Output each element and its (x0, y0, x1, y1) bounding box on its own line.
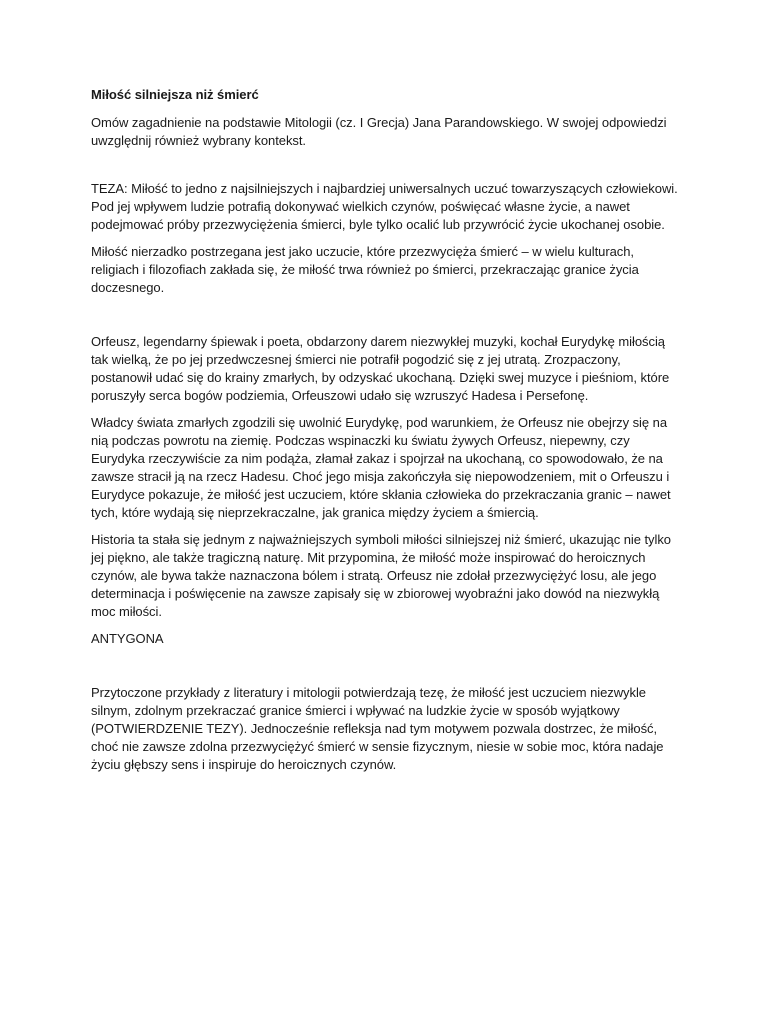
conclusion-paragraph: Przytoczone przykłady z literatury i mitologii potwierdzają tezę, że miłość jest uczuciem niezwykle silnym, zdolnym przekraczać granice śmierci i wpływać na ludzkie życie w sposób wyjątkowy (POTWIERDZENIE TEZY). Jednocześnie refleksja nad tym motywem pozwala dostrzec, że miłość, choć nie zawsze zdolna przezwyciężyć śmierć w sensie fizycznym, niesie w sobie moc, która nadaje życiu głębszy sens i inspiruje do heroicznych czynów. (91, 685, 664, 772)
thesis-paragraph: TEZA: Miłość to jedno z najsilniejszych i najbardziej uniwersalnych uczuć towarzyszących człowiekowi. Pod jej wpływem ludzie potrafią dokonywać wielkich czynów, poświęcać własne życie, a nawet podejmować próby przezwyciężenia śmierci, byle tylko ocalić lub przywrócić życie ukochanej osobie. (91, 181, 678, 232)
antigone-heading: ANTYGONA (91, 631, 164, 646)
task-paragraph: Omów zagadnienie na podstawie Mitologii (cz. I Grecja) Jana Parandowskiego. W swojej odpowiedzi uwzględnij również wybrany kontekst. (91, 115, 667, 148)
orpheus-paragraph-2: Władcy świata zmarłych zgodzili się uwolnić Eurydykę, pod warunkiem, że Orfeusz nie obejrzy się na nią podczas powrotu na ziemię. Podczas wspinaczki ku światu żywych Orfeusz, niepewny, czy Eurydyka rzeczywiście za nim podąża, złamał zakaz i spojrzał na ukochaną, co spowodowało, że na zawsze stracił ją na rzecz Hadesu. Choć jego misja zakończyła się niepowodzeniem, mit o Orfeuszu i Eurydyce pokazuje, że miłość jest uczuciem, które skłania człowieka do przekraczania granic – nawet tych, które wydają się nieprzekraczalne, jak granica między życiem a śmiercią. (91, 415, 671, 520)
document-body (91, 86, 681, 783)
document-title: Miłość silniejsza niż śmierć (91, 87, 259, 102)
orpheus-paragraph-3: Historia ta stała się jednym z najważniejszych symboli miłości silniejszej niż śmierć, ukazując nie tylko jej piękno, ale także tragiczną naturę. Mit przypomina, że miłość może inspirować do heroicznych czynów, ale bywa także naznaczona bólem i stratą. Orfeusz nie zdołał przezwyciężyć losu, ale jego determinacja i poświęcenie na zawsze zapisały się w zbiorowej wyobraźni jako dowód na niezwykłą moc miłości. (91, 532, 671, 619)
orpheus-paragraph-1: Orfeusz, legendarny śpiewak i poeta, obdarzony darem niezwykłej muzyki, kochał Eurydykę miłością tak wielką, że po jej przedwczesnej śmierci nie potrafił pogodzić się z jej utratą. Zrozpaczony, postanowił udać się do krainy zmarłych, by odzyskać ukochaną. Dzięki swej muzyce i pieśniom, które poruszyły serca bogów podziemia, Orfeuszowi udało się wzruszyć Hadesa i Persefonę. (91, 334, 670, 403)
thesis-paragraph-2: Miłość nierzadko postrzegana jest jako uczucie, które przezwycięża śmierć – w wielu kulturach, religiach i filozofiach zakłada się, że miłość trwa również po śmierci, przekraczając granice życia doczesnego. (91, 244, 639, 295)
